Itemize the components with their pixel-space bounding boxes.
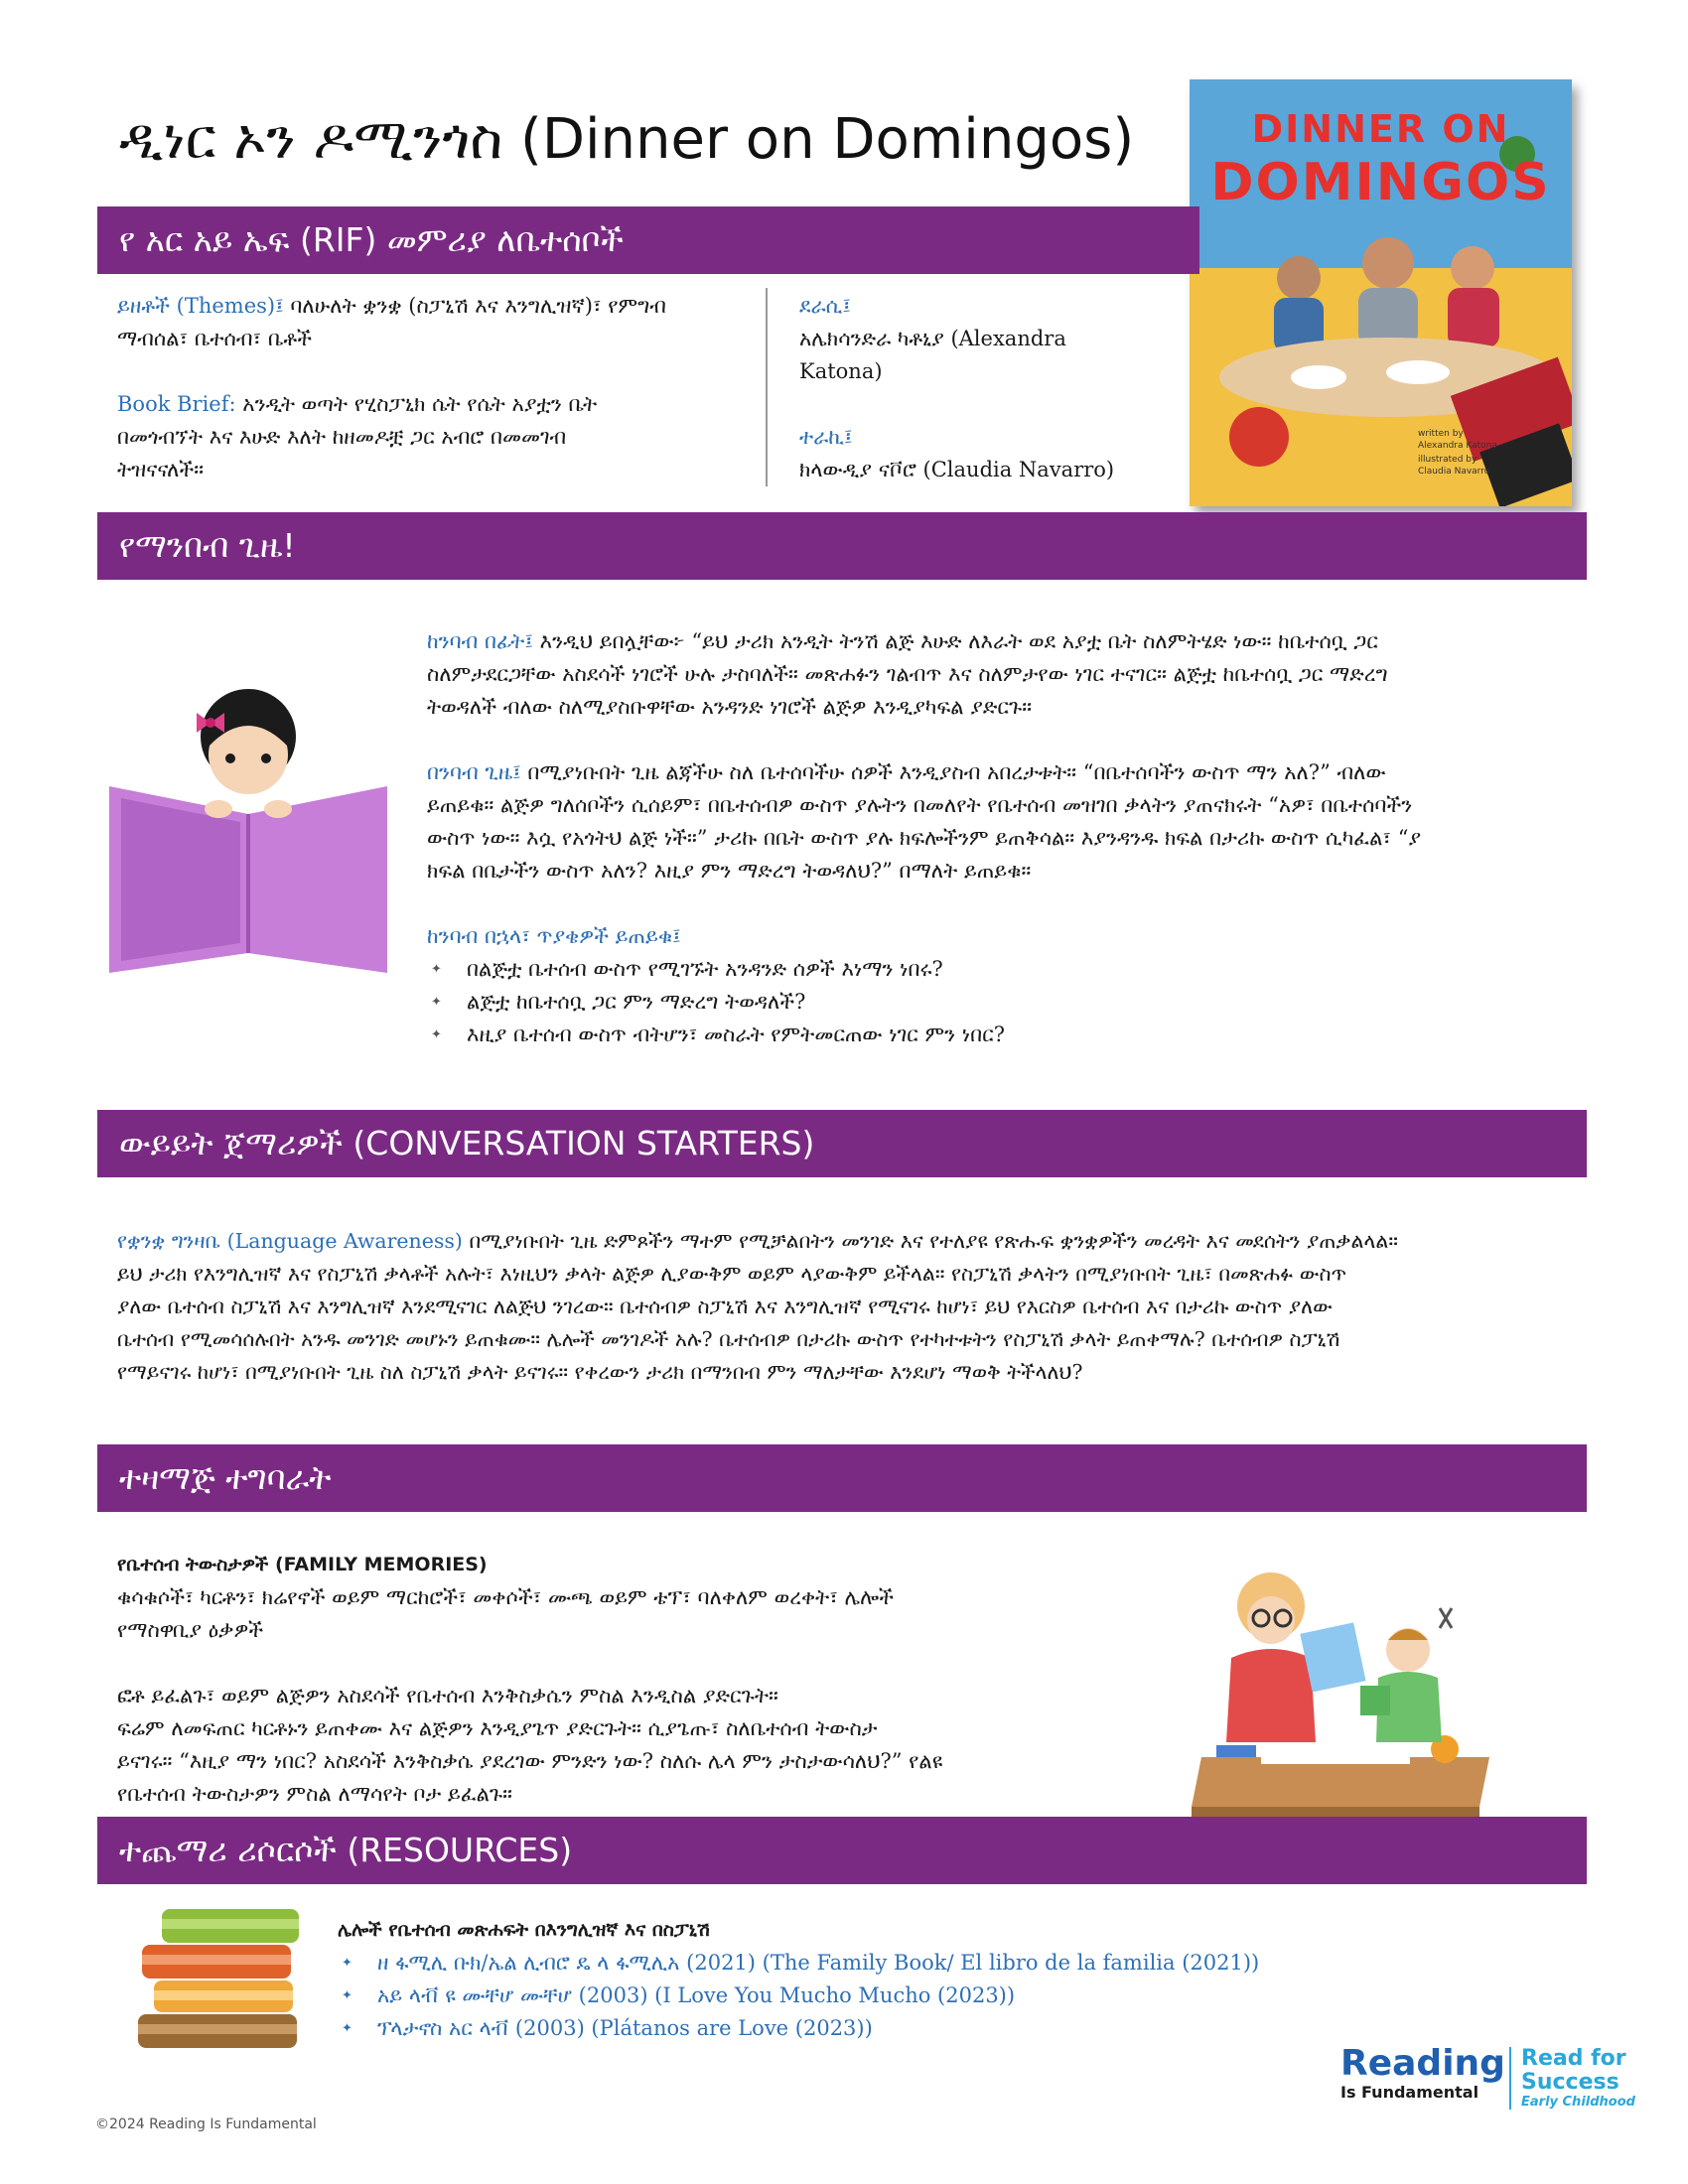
question-item: ✦ በልጅቷ ቤተሰብ ውስጥ የሚገኙት አንዳንድ ሰዎች እነማን ነበሩ?: [427, 953, 1569, 986]
cover-author: Alexandra Katona: [1418, 441, 1497, 451]
conversation-line: የማይናገሩ ከሆነ፣ በሚያነቡበት ጊዜ ስለ ስፓኒሽ ቃላት ይናገሩ። የቀረውን ታሪክ በማንበብ ምን ማለታቸው እንደሆነ ማወቅ ትችላለህ?: [117, 1360, 1083, 1384]
conversation-line: ያለው ቤተሰብ ስፓኒሽ እና እንግሊዝኛ እንደሚናገር ለልጅህ ንገረው። ቤተሰብዎ ስፓኒሽ እና እንግሊዝኛ የሚናገሩ ከሆነ፣ ይህ የእርስዎ ቤተሰብ እና በታሪኩ ውስጥ ያለው: [117, 1295, 1333, 1318]
question-item: ✦ እዚያ ቤተሰብ ውስጥ ብትሆን፣ መስራት የምትመርጠው ነገር ምን ነበር?: [427, 1019, 1569, 1051]
themes-text: ባለሁለት ቋንቋ (ስፓኒሽ እና እንግሊዝኛ)፣ የምግብ: [283, 294, 666, 318]
girl-reading-icon: [99, 675, 397, 983]
question-item: ✦ ልጅቷ ከቤተሰቧ ጋር ምን ማድረግ ትወዳለች?: [427, 986, 1569, 1019]
conversation-content: [117, 1225, 1577, 1389]
cover-written-by: written by: [1418, 429, 1464, 439]
books-stack-icon: [134, 1901, 318, 2050]
materials-line: የማስዋቢያ ዕቃዎች: [117, 1618, 264, 1642]
book-cover: [1190, 79, 1572, 506]
rif-logo: [1340, 2045, 1505, 2102]
brief-label: Book Brief:: [117, 392, 236, 416]
cover-title-line2: DOMINGOS: [1210, 153, 1551, 212]
cover-illustrated-by: illustrated by: [1418, 455, 1477, 465]
cover-title-line1: DINNER ON: [1251, 107, 1510, 151]
conversation-line: ቤተሰብ የሚመሳሰሉበት አንዱ መንገድ መሆኑን ይጠቁሙ። ሌሎች መንገዶች አሉ? ቤተሰብዎ በታሪኩ ውስጥ የተካተቱትን የስፓኒሽ ቃላት ይጠቀማሉ? ቤተሰብዎ ስፓኒሽ: [117, 1327, 1340, 1351]
credits: [799, 290, 1157, 486]
activity-step: የቤተሰብ ትውስታዎን ምስል ለማሳየት ቦታ ይፈልጉ።: [117, 1782, 512, 1806]
rif-logo-fundamental: Is Fundamental: [1340, 2083, 1479, 2102]
during-reading-line: ውስጥ ነው። እሷ የአጎትህ ልጅ ነች።” ታሪኩ በቤት ውስጥ ያሉ ክፍሎችንም ይጠቅሳል። እያንዳንዱ ክፍል በታሪኩ ውስጥ ሲካፈል፣ “ያ: [427, 826, 1422, 850]
cover-illustrator: Claudia Navarro: [1418, 467, 1490, 477]
themes-label: ይዘቶች (Themes)፤: [117, 294, 284, 318]
reading-content: [427, 625, 1569, 1051]
brief-text-2: በመጎብኘት እና እሁድ እለት ከዘመዶቿ ጋር አብሮ በመመገብ: [117, 425, 567, 449]
themes-text-2: ማብሰል፣ ቤተሰብ፣ ቤቶች: [117, 327, 313, 350]
read-for-success-logo: [1509, 2047, 1635, 2110]
illustrator-label: ተራኪ፤: [799, 425, 853, 449]
resources-heading: ሌሎች የቤተሰብ መጽሐፍት በእንግሊዝኛ እና በስፓኒሽ: [338, 1919, 710, 1941]
resource-link[interactable]: ✦ አይ ላቭ ዩ ሙቸሆ ሙቸሆ (2003) (I Love You Mucho Mucho (2023)): [338, 1979, 1529, 2012]
conversation-line: በሚያነቡበት ጊዜ ድምጾችን ማተም የሚቻልበትን መንገድ እና የተለያዩ የጽሑፍ ቋንቋዎችን መረዳት እና መደሰትን ያጠቃልላል።: [462, 1229, 1398, 1253]
before-reading-line: ስለምታደርጋቸው አስደሳች ነገሮች ሁሉ ታስባለች። መጽሐፉን ገልብጥ እና ስለምታየው ነገር ተናገር። ልጅቷ ከቤተሰቧ ጋር ማድረግ: [427, 662, 1388, 686]
rfs-logo-line1: Read for: [1521, 2046, 1626, 2071]
brief-text-3: ትዝናናለች።: [117, 458, 205, 481]
author-name: አሌክሳንድራ ካቶኒያ (Alexandra: [799, 327, 1066, 350]
section-activity-header: ተዛማጅ ተግባራት: [97, 1444, 1587, 1512]
author-name-2: Katona): [799, 359, 883, 383]
activity-step: ፍሬም ለመፍጠር ካርቶኑን ይጠቀሙ እና ልጅዎን እንዲያጌጥ ያድርጉት። ሲያጌጡ፣ ስለቤተሰብ ትውስታ: [117, 1716, 878, 1740]
author-label: ደራሲ፤: [799, 294, 851, 318]
during-reading-label: በንባብ ጊዜ፤: [427, 760, 521, 784]
brief-text: አንዲት ወጣት የሂስፓኒክ ሴት የሴት አያቷን ቤት: [235, 392, 598, 416]
section-conversation-header: ውይይት ጀማሪዎች (CONVERSATION STARTERS): [97, 1110, 1587, 1177]
before-reading-label: ከንባብ በፊት፤: [427, 629, 533, 653]
conversation-line: ይህ ታሪክ የእንግሊዝኛ እና የስፓኒሽ ቃላቶች አሉት፣ እነዚህን ቃላት ልጅዎ ሊያውቅም ወይም ላያውቅም ይችላል። የስፓኒሽ ቃላትን በሚያነቡበት ጊዜ፣ በመጽሐፉ ውስጥ: [117, 1262, 1347, 1286]
page-title: ዲነር ኦን ዶሚንጎስ (Dinner on Domingos): [119, 107, 1135, 172]
after-reading-label: ከንባብ በኋላ፣ ጥያቄዎች ይጠይቁ፤: [427, 924, 681, 948]
section-reading-header: የማንበብ ጊዜ!: [97, 512, 1587, 580]
rfs-logo-line3: Early Childhood: [1521, 2095, 1635, 2110]
section-resources-header: ተጨማሪ ሪሶርሶች (RESOURCES): [97, 1817, 1587, 1884]
resource-link[interactable]: ✦ ፕላታኖስ አር ላቭ (2003) (Plátanos are Love (2023)): [338, 2012, 1529, 2045]
section-guide-header: የ አር አይ ኤፍ (RIF) መምሪያ ለቤተሰቦች: [97, 206, 1199, 274]
activity-content: [117, 1549, 1150, 1811]
rfs-logo-line2: Success: [1521, 2070, 1619, 2095]
before-reading-line: እንዲህ ይበሏቸው፦ “ይህ ታሪክ አንዲት ትንሽ ልጅ እሁድ ለእራት ወደ አያቷ ቤት ስለምትሄድ ነው። ከቤተሰቧ ጋር: [532, 629, 1378, 653]
after-reading-questions: [427, 953, 1569, 1051]
copyright: ©2024 Reading Is Fundamental: [95, 2116, 317, 2132]
resources-list: [338, 1947, 1529, 2045]
before-reading-line: ትወዳለች ብለው ስለሚያስቡዋቸው አንዳንድ ነገሮች ልጅዎ እንዲያካፍል ያድርጉ።: [427, 695, 1032, 719]
rif-logo-reading: Reading: [1340, 2043, 1505, 2084]
info-divider: [766, 288, 768, 486]
during-reading-line: በሚያነቡበት ጊዜ ልጃችሁ ስለ ቤተሰባችሁ ሰዎች እንዲያስብ አበረታቱት። “በቤተሰባችን ውስጥ ማን አለ?” ብለው: [520, 760, 1386, 784]
activity-step: ይናገሩ። “እዚያ ማን ነበር? አስደሳች እንቅስቃሴ ያደረገው ምንድን ነው? ስለሱ ሌላ ምን ታስታውሳለህ?” የልዩ: [117, 1749, 943, 1773]
language-awareness-label: የቋንቋ ግንዛቤ (Language Awareness): [117, 1229, 463, 1253]
resources-content: [338, 1914, 1529, 2045]
illustrator-name: ክላውዲያ ናቮሮ (Claudia Navarro): [799, 458, 1115, 481]
crafting-illustration: [1192, 1569, 1499, 1827]
during-reading-line: ይጠይቁ። ልጅዎ ግለሰቦችን ሲሰይም፣ በቤተሰብዎ ውስጥ ያሉትን በመለየት የቤተሰብ መዝገበ ቃላትን ያጠናክሩት “አዎ፣ በቤተሰባችን: [427, 793, 1413, 817]
resource-link[interactable]: ✦ ዘ ፋሚሊ ቡክ/ኤል ሊብሮ ዴ ላ ፋሚሊአ (2021) (The Family Book/ El libro de la familia (2021)): [338, 1947, 1529, 1979]
activity-step: ፎቶ ይፈልጉ፣ ወይም ልጅዎን አስደሳች የቤተሰብ እንቅስቃሴን ምስል እንዲስል ያድርጉት።: [117, 1684, 778, 1707]
activity-heading: የቤተሰብ ትውስታዎች (FAMILY MEMORIES): [117, 1554, 488, 1575]
during-reading-line: ክፍል በቤታችን ውስጥ አለን? እዚያ ምን ማድረግ ትወዳለህ?” በማለት ይጠይቁ።: [427, 859, 1032, 883]
materials-line: ቁሳቁሶች፣ ካርቶን፣ ክሬየኖች ወይም ማርከሮች፣ መቀሶች፣ ሙጫ ወይም ቴፕ፣ ባለቀለም ወረቀት፣ ሌሎች: [117, 1585, 894, 1609]
book-info: [117, 290, 753, 486]
